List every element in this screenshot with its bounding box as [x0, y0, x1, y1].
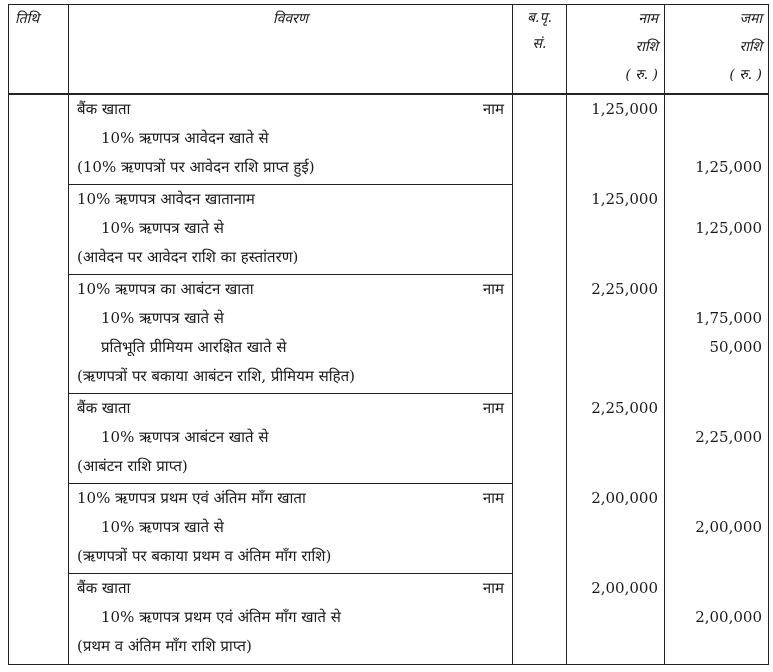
credit-account: प्रतिभूति प्रीमियम आरक्षित खाते से	[101, 338, 287, 356]
narration: (आवेदन पर आवेदन राशि का हस्तांतरण)	[77, 248, 299, 266]
journal-page	[8, 4, 768, 666]
header-credit-line1: जमा	[739, 11, 762, 27]
header-lf	[513, 5, 567, 95]
debit-account: बैंक खाता	[77, 100, 131, 118]
debit-account: बैंक खाता	[77, 399, 131, 417]
journal-entry	[69, 95, 512, 185]
credit-amount	[665, 124, 768, 153]
entries-row	[9, 94, 769, 665]
credit-entry	[665, 484, 768, 574]
credit-entry	[665, 275, 768, 394]
debit-amount: 1,25,000	[591, 190, 658, 208]
header-debit	[567, 5, 665, 95]
credit-entry	[665, 185, 768, 275]
entry-debit-line	[69, 484, 512, 513]
credit-account: 10% ऋणपत्र खाते से	[101, 219, 224, 237]
credit-account: 10% ऋणपत्र प्रथम एवं अंतिम माँग खाते से	[101, 608, 341, 626]
credit-amount: 1,25,000	[695, 158, 762, 176]
journal-entry	[69, 275, 512, 394]
entry-debit-line	[69, 185, 512, 214]
header-particulars: विवरण	[69, 5, 513, 95]
narration: (प्रथम व अंतिम माँग राशि प्राप्त)	[77, 637, 252, 655]
particulars-cell	[69, 94, 513, 665]
debit-entry	[567, 275, 664, 394]
debit-entry	[567, 394, 664, 484]
credit-amount: 50,000	[709, 338, 762, 356]
credit-entry	[665, 394, 768, 484]
narration: (10% ऋणपत्रों पर आवेदन राशि प्राप्त हुई)	[77, 158, 315, 176]
narration: (ऋणपत्रों पर बकाया प्रथम व अंतिम माँग राशि)	[77, 547, 332, 565]
credit-amount: 2,25,000	[695, 428, 762, 446]
dr-label: नाम	[482, 399, 504, 417]
credit-account: 10% ऋणपत्र खाते से	[101, 309, 224, 327]
entry-debit-line	[69, 394, 512, 423]
debit-account: 10% ऋणपत्र प्रथम एवं अंतिम माँग खाता	[77, 489, 306, 507]
header-row	[9, 5, 769, 95]
debit-amount: 2,00,000	[591, 579, 658, 597]
dr-label: नाम	[482, 489, 504, 507]
credit-amount: 2,00,000	[695, 518, 762, 536]
debit-entry	[567, 185, 664, 275]
header-lf-line2: सं.	[532, 36, 547, 52]
dr-label: नाम	[482, 100, 504, 118]
journal-table	[8, 4, 769, 665]
entry-debit-line	[69, 275, 512, 304]
debit-entry	[567, 574, 664, 664]
debit-cell	[567, 94, 665, 665]
credit-account: 10% ऋणपत्र खाते से	[101, 518, 224, 536]
credit-entry	[665, 574, 768, 664]
header-credit-line2: राशि	[739, 39, 762, 55]
header-debit-line1: नाम	[638, 11, 658, 27]
header-date: तिथि	[9, 5, 69, 95]
header-credit	[665, 5, 769, 95]
dr-label: नाम	[482, 280, 504, 298]
credit-amount: 1,75,000	[695, 309, 762, 327]
dr-label: नाम	[482, 579, 504, 597]
header-debit-line3: ( रु. )	[625, 67, 658, 83]
journal-entry	[69, 394, 512, 484]
journal-entry	[69, 574, 512, 664]
debit-entry	[567, 95, 664, 185]
header-debit-line2: राशि	[635, 39, 658, 55]
debit-amount: 1,25,000	[591, 100, 658, 118]
journal-entry	[69, 185, 512, 275]
journal-entry	[69, 484, 512, 574]
credit-entry	[665, 95, 768, 185]
credit-amount: 2,00,000	[695, 608, 762, 626]
narration: (आबंटन राशि प्राप्त)	[77, 457, 188, 475]
credit-account: 10% ऋणपत्र आवेदन खाते से	[101, 129, 269, 147]
header-lf-line1: ब.पृ.	[527, 10, 552, 26]
date-cell	[9, 94, 69, 665]
entry-debit-line	[69, 95, 512, 124]
credit-amount: 1,25,000	[695, 219, 762, 237]
credit-cell	[665, 94, 769, 665]
credit-account: 10% ऋणपत्र आबंटन खाते से	[101, 428, 269, 446]
debit-amount: 2,25,000	[591, 399, 658, 417]
debit-account: 10% ऋणपत्र आवेदन खातानाम	[77, 190, 255, 208]
debit-entry	[567, 484, 664, 574]
lf-cell	[513, 94, 567, 665]
debit-amount: 2,00,000	[591, 489, 658, 507]
header-credit-line3: ( रु. )	[729, 67, 762, 83]
debit-amount: 2,25,000	[591, 280, 658, 298]
debit-account: 10% ऋणपत्र का आबंटन खाता	[77, 280, 254, 298]
entry-debit-line	[69, 574, 512, 603]
narration: (ऋणपत्रों पर बकाया आबंटन राशि, प्रीमियम सहित)	[77, 367, 355, 385]
debit-account: बैंक खाता	[77, 579, 131, 597]
